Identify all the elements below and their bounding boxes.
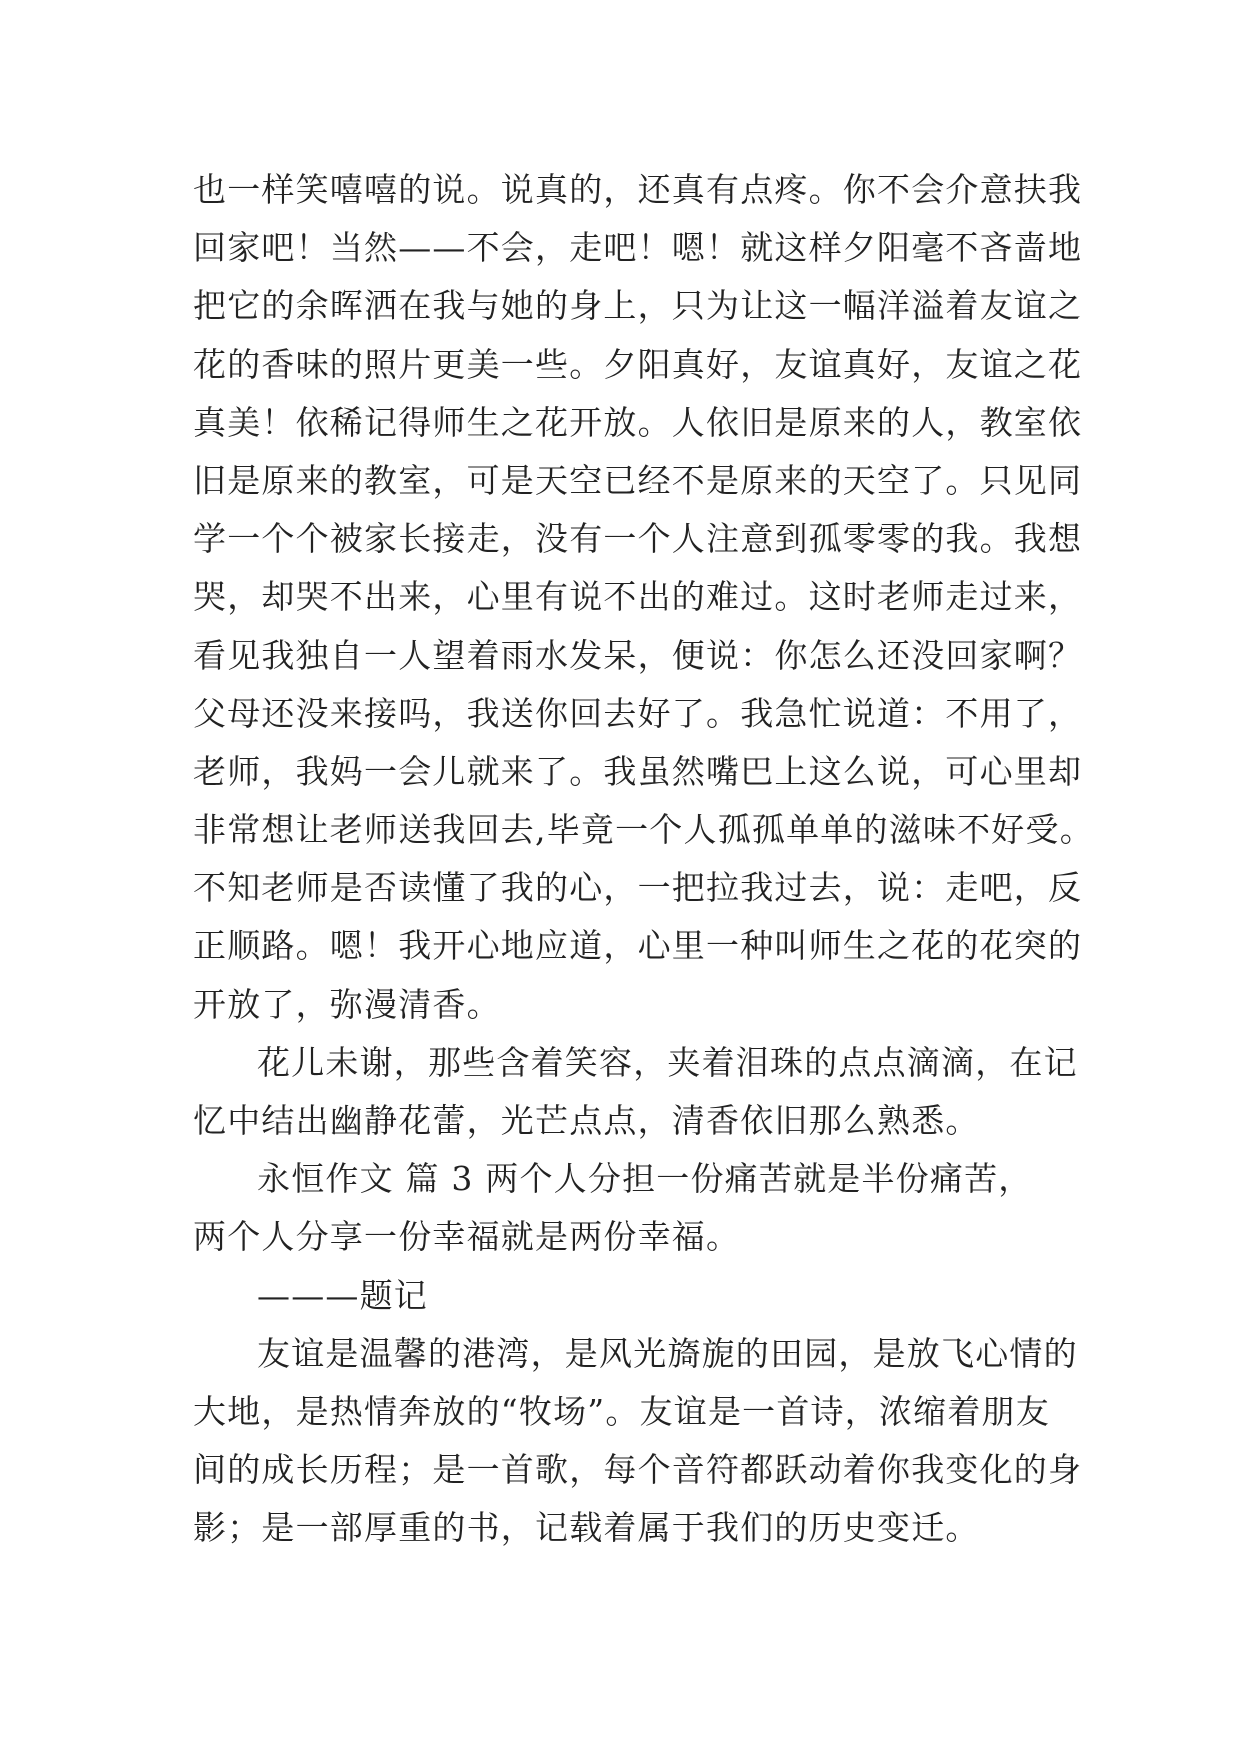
text-line: 正顺路。嗯！我开心地应道，心里一种叫师生之花的花突的 <box>193 926 1083 966</box>
document-body <box>193 161 1094 1558</box>
text-line: 不知老师是否读懂了我的心，一把拉我过去，说：走吧，反 <box>193 868 1083 908</box>
text-line: 花儿未谢，那些含着笑容，夹着泪珠的点点滴滴，在记 <box>257 1042 1078 1082</box>
text-line: 永恒作文 篇 3 两个人分担一份痛苦就是半份痛苦， <box>257 1159 1033 1199</box>
text-line: 旧是原来的教室，可是天空已经不是原来的天空了。只见同 <box>193 460 1083 500</box>
text-line: 非常想让老师送我回去,毕竟一个人孤孤单单的滋味不好受。 <box>193 810 1094 850</box>
text-line: ———题记 <box>257 1275 428 1315</box>
text-line: 开放了，弥漫清香。 <box>193 984 501 1024</box>
text-line: 间的成长历程；是一首歌，每个音符都跃动着你我变化的身 <box>193 1450 1083 1490</box>
text-line: 友谊是温馨的港湾，是风光旖旎的田园，是放飞心情的 <box>257 1333 1078 1373</box>
text-line: 父母还没来接吗，我送你回去好了。我急忙说道：不用了， <box>193 693 1083 733</box>
text-line: 也一样笑嘻嘻的说。说真的，还真有点疼。你不会介意扶我 <box>193 170 1083 209</box>
text-line: 学一个个被家长接走，没有一个人注意到孤零零的我。我想 <box>193 519 1083 559</box>
text-line: 真美！依稀记得师生之花开放。人依旧是原来的人，教室依 <box>193 402 1083 442</box>
text-line: 大地，是热情奔放的“牧场”。友谊是一首诗，浓缩着朋友 <box>193 1391 1050 1431</box>
text-line: 老师，我妈一会儿就来了。我虽然嘴巴上这么说，可心里却 <box>193 751 1083 791</box>
text-line: 看见我独自一人望着雨水发呆，便说：你怎么还没回家啊？ <box>193 635 1083 675</box>
text-line: 花的香味的照片更美一些。夕阳真好，友谊真好，友谊之花 <box>193 344 1083 384</box>
text-line: 哭，却哭不出来，心里有说不出的难过。这时老师走过来， <box>193 577 1083 617</box>
text-line: 回家吧！当然——不会，走吧！嗯！就这样夕阳毫不吝啬地 <box>193 228 1083 268</box>
text-line: 两个人分享一份幸福就是两份幸福。 <box>193 1217 741 1257</box>
text-line: 影；是一部厚重的书，记载着属于我们的历史变迁。 <box>193 1508 980 1548</box>
text-line: 忆中结出幽静花蕾，光芒点点，清香依旧那么熟悉。 <box>193 1101 980 1140</box>
text-line: 把它的余晖洒在我与她的身上，只为让这一幅洋溢着友谊之 <box>193 286 1083 326</box>
